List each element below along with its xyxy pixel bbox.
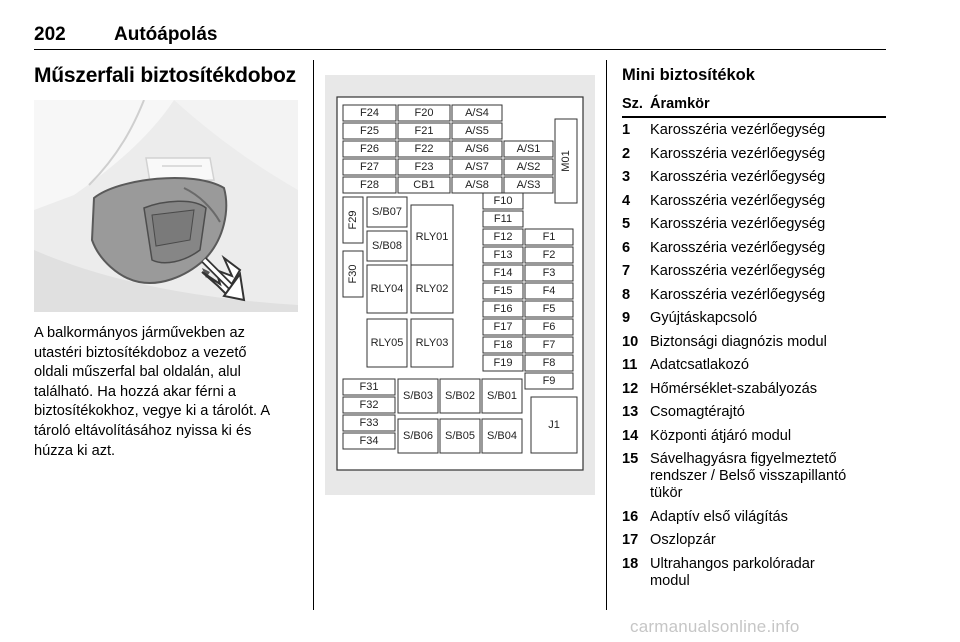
fuse-label: F29: [347, 210, 359, 230]
fuse-label: F11: [493, 213, 513, 225]
fuse-slot: [525, 265, 573, 281]
fuse-label: A/S2: [516, 161, 541, 173]
circuit-name: [650, 310, 886, 327]
circuit-line: modul: [650, 572, 690, 589]
circuit-line: Karosszéria vezérlőegység: [650, 169, 826, 185]
fuse-slot: [411, 319, 453, 367]
table-row: [622, 142, 886, 166]
circuit-line: rendszer / Belső visszapillantó: [650, 468, 847, 484]
fuse-label: F18: [493, 339, 513, 351]
fuse-number: 5: [622, 216, 631, 232]
table-header: [622, 96, 886, 118]
circuit-line: Karosszéria vezérlőegység: [650, 263, 826, 279]
circuit-line: Karosszéria vezérlőegység: [650, 286, 826, 303]
watermark: carmanualsonline.info: [630, 617, 800, 636]
circuit-line: tükör: [650, 485, 683, 501]
fuse-slot: [483, 283, 523, 299]
body-paragraph: [34, 324, 302, 461]
fuse-number: 9: [622, 310, 631, 326]
table-row: [622, 377, 886, 401]
fuse-slot: [398, 105, 450, 121]
fuse-label: F4: [542, 285, 556, 297]
circuit-name: [650, 263, 886, 280]
fuse-label: F13: [493, 249, 513, 261]
circuit-line: Központi átjáró modul: [650, 427, 792, 444]
table-row: [622, 505, 886, 529]
fuse-label: F28: [360, 179, 379, 191]
table-row: [622, 306, 886, 330]
fuse-slot: [525, 301, 573, 317]
table-row: [622, 528, 886, 552]
paragraph-line: található. Ha hozzá akar férni a: [34, 383, 236, 400]
fuse-slot: [525, 229, 573, 245]
table-row: [622, 259, 886, 283]
dashboard-fusebox-photo: [34, 100, 298, 312]
circuit-name: [650, 451, 886, 502]
fuse-slot: [504, 177, 553, 193]
fuse-label: RLY04: [370, 283, 404, 295]
fuse-number: 10: [622, 333, 639, 350]
fuse-label: S/B04: [487, 430, 517, 442]
paragraph-line: A balkormányos járművekben az: [34, 325, 245, 341]
fuse-slot: [525, 373, 573, 389]
fuse-slot: [398, 419, 438, 453]
fuse-label: RLY05: [370, 337, 404, 349]
circuit-name: [650, 381, 886, 398]
circuit-name: [650, 122, 886, 139]
circuit-name: [650, 404, 886, 421]
fuse-label: F3: [542, 267, 556, 279]
fuse-label: F23: [414, 161, 434, 173]
column-divider-right: [606, 60, 607, 610]
fuse-number: 15: [622, 451, 639, 467]
fuse-number: 6: [622, 239, 631, 256]
circuit-name: [650, 334, 886, 351]
fuse-number: 16: [622, 508, 639, 525]
fuse-label: F8: [542, 357, 556, 369]
table-row: [622, 165, 886, 189]
fuse-label: F12: [493, 231, 513, 243]
circuit-name: [650, 193, 886, 210]
fuse-slot: [367, 197, 407, 227]
mini-fuses-title: Mini biztosítékok: [622, 66, 755, 84]
fuse-label: F22: [414, 143, 434, 155]
chapter-title: Autóápolás: [114, 24, 218, 45]
fuse-label: F21: [414, 125, 434, 137]
fuse-number: 2: [622, 145, 631, 162]
fuse-slot: [483, 355, 523, 371]
fuse-label: F7: [542, 339, 556, 351]
fuse-label: S/B02: [445, 390, 475, 402]
fuse-slot: [411, 265, 453, 313]
fuse-label: F10: [493, 195, 513, 207]
fuse-number: 12: [622, 380, 639, 397]
circuit-name: [650, 532, 886, 549]
fuse-slot: [343, 141, 396, 157]
fuse-label: CB1: [413, 179, 435, 191]
fuse-slot: [525, 319, 573, 335]
fuse-slot: [440, 379, 480, 413]
circuit-line: Adatcsatlakozó: [650, 357, 749, 373]
fuse-slot: [343, 105, 396, 121]
fuse-label: S/B01: [487, 390, 517, 402]
circuit-name: [650, 240, 886, 257]
fuse-number: 11: [622, 357, 638, 373]
dashboard-illustration: [34, 100, 298, 312]
circuit-name: [650, 509, 886, 526]
fuse-number: 8: [622, 286, 631, 303]
fuse-label: F30: [347, 264, 359, 284]
circuit-line: Csomagtérajtó: [650, 404, 745, 420]
fuse-label: F5: [542, 303, 556, 315]
fuse-label: F9: [542, 375, 556, 387]
fuse-label: F31: [359, 381, 379, 393]
fuse-slot: [343, 197, 363, 243]
circuit-name: [650, 216, 886, 233]
table-row: [622, 283, 886, 307]
circuit-line: Biztonsági diagnózis modul: [650, 333, 827, 350]
fuse-label: RLY01: [415, 231, 449, 243]
fuse-slot: [525, 283, 573, 299]
paragraph-line: biztosítékokhoz, vegye ki a tárolót. A: [34, 403, 271, 420]
circuit-line: Hőmérséklet-szabályozás: [650, 380, 818, 397]
fuse-number: 18: [622, 555, 639, 572]
fuse-slot: [452, 123, 502, 139]
fuse-slot: [343, 123, 396, 139]
fuse-number: 14: [622, 427, 639, 444]
table-row: [622, 189, 886, 213]
fuse-label: F19: [493, 357, 513, 369]
fuse-label: F14: [493, 267, 513, 279]
fuse-label: S/B05: [445, 430, 475, 442]
fuse-slot: [483, 337, 523, 353]
fuse-slot: [531, 397, 577, 453]
fuse-box-svg: [325, 75, 595, 495]
fuse-slot: [504, 141, 553, 157]
column-divider-left: [313, 60, 314, 610]
fuse-slot: [343, 379, 395, 395]
header-number: Sz.: [622, 96, 643, 112]
table-row: [622, 424, 886, 448]
fuse-label: M01: [560, 150, 572, 172]
circuit-line: Karosszéria vezérlőegység: [650, 216, 826, 232]
circuit-name: [650, 287, 886, 304]
table-body: [622, 118, 886, 592]
fuse-slot: [483, 211, 523, 227]
fuse-label: F27: [360, 161, 379, 173]
fuse-label: A/S1: [516, 143, 541, 155]
fuse-label: F1: [542, 231, 556, 243]
fuse-label: A/S8: [465, 179, 489, 191]
fuse-number: 1: [622, 122, 631, 138]
fuse-label: S/B08: [372, 240, 402, 252]
fuse-slot: [555, 119, 577, 203]
table-row: [622, 330, 886, 354]
fuse-slot: [525, 337, 573, 353]
paragraph-line: húzza ki azt.: [34, 442, 116, 459]
fuse-slot: [367, 319, 407, 367]
fuse-label: F6: [542, 321, 556, 333]
circuit-line: Karosszéria vezérlőegység: [650, 145, 826, 162]
fuse-slot: [452, 105, 502, 121]
circuit-name: [650, 556, 886, 590]
fuse-slot: [343, 415, 395, 431]
fuse-label: S/B03: [403, 390, 433, 402]
fuse-slot: [525, 355, 573, 371]
fuse-slot: [398, 123, 450, 139]
fuse-slot: [452, 141, 502, 157]
fuse-slot: [452, 159, 502, 175]
fuse-label: F2: [542, 249, 556, 261]
fuse-slot: [525, 247, 573, 263]
circuit-line: Gyújtáskapcsoló: [650, 310, 758, 326]
circuit-line: Ultrahangos parkolóradar: [650, 555, 815, 572]
circuit-line: Adaptív első világítás: [650, 508, 788, 525]
header-circuit: Áramkör: [650, 96, 710, 112]
fuse-label: A/S6: [465, 143, 489, 155]
fuse-slot: [452, 177, 502, 193]
circuit-name: [650, 146, 886, 163]
fuse-label: A/S4: [465, 107, 489, 119]
fuse-slot: [343, 397, 395, 413]
fuse-slot: [483, 229, 523, 245]
fuse-number: 13: [622, 404, 639, 420]
fuse-slot: [483, 319, 523, 335]
page-header: [34, 18, 886, 50]
fuse-slot: [483, 301, 523, 317]
table-row: [622, 552, 886, 593]
circuit-name: [650, 169, 886, 186]
fuse-slot: [398, 141, 450, 157]
fuse-slot: [343, 159, 396, 175]
mini-fuses-table: [622, 96, 886, 592]
fuse-label: J1: [548, 419, 560, 431]
fuse-label: S/B06: [403, 430, 433, 442]
fuse-number: 3: [622, 169, 631, 185]
page-number: 202: [34, 24, 66, 45]
fuse-slot: [343, 433, 395, 449]
fuse-label: F20: [414, 107, 434, 119]
fuse-slot: [343, 251, 363, 297]
fuse-slot: [482, 419, 522, 453]
table-row: [622, 447, 886, 505]
circuit-name: [650, 357, 886, 374]
circuit-line: Oszlopzár: [650, 532, 716, 548]
fuse-slot: [398, 379, 438, 413]
fuse-label: A/S5: [465, 125, 489, 137]
fuse-label: F16: [493, 303, 513, 315]
fuse-slot: [483, 265, 523, 281]
fuse-number: 4: [622, 192, 631, 209]
fuse-slot: [482, 379, 522, 413]
fuse-slot: [367, 231, 407, 261]
table-row: [622, 118, 886, 142]
fuse-slot: [411, 205, 453, 269]
circuit-line: Sávelhagyásra figyelmeztető: [650, 451, 837, 467]
fuse-slot: [483, 193, 523, 209]
fuse-label: F24: [360, 107, 379, 119]
fuse-slot: [483, 247, 523, 263]
fuse-label: RLY03: [415, 337, 449, 349]
fuse-label: F15: [493, 285, 513, 297]
fuse-number: 7: [622, 263, 631, 279]
paragraph-line: tároló eltávolításához nyissa ki és: [34, 422, 252, 439]
fuse-slot: [440, 419, 480, 453]
fuse-label: A/S3: [516, 179, 541, 191]
fuse-label: A/S7: [465, 161, 489, 173]
fuse-label: F34: [359, 435, 379, 447]
fuse-label: F33: [359, 417, 379, 429]
circuit-name: [650, 428, 886, 445]
table-row: [622, 353, 886, 377]
fuse-slot: [398, 177, 450, 193]
fuse-label: S/B07: [372, 206, 402, 218]
fuse-label: F32: [359, 399, 379, 411]
table-row: [622, 236, 886, 260]
fuse-number: 17: [622, 532, 639, 548]
paragraph-line: utastéri biztosítékdoboz a vezető: [34, 344, 247, 361]
fuse-label: F17: [493, 321, 513, 333]
fuse-label: F26: [360, 143, 379, 155]
paragraph-line: oldali műszerfal bal oldalán, alul: [34, 364, 241, 381]
fuse-slot: [343, 177, 396, 193]
fuse-box-diagram: [325, 75, 595, 495]
table-row: [622, 400, 886, 424]
fuse-slot: [367, 265, 407, 313]
section-title: Műszerfali biztosítékdoboz: [34, 64, 296, 87]
fuse-slot: [398, 159, 450, 175]
circuit-line: Karosszéria vezérlőegység: [650, 122, 826, 138]
fuse-label: RLY02: [415, 283, 449, 295]
fuse-slot: [504, 159, 553, 175]
fuse-label: F25: [360, 125, 379, 137]
circuit-line: Karosszéria vezérlőegység: [650, 239, 826, 256]
circuit-line: Karosszéria vezérlőegység: [650, 192, 826, 209]
table-row: [622, 212, 886, 236]
